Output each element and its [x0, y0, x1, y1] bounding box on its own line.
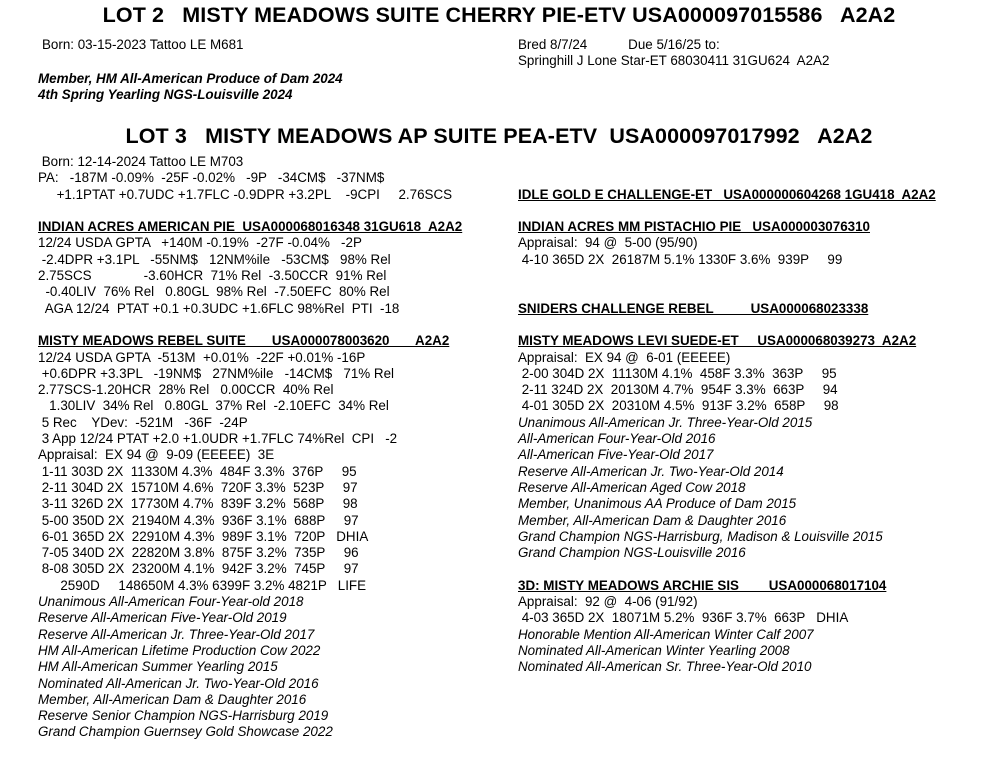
record-line: 2-11 324D 2X 20130M 4.7% 954F 3.3% 663P 94: [518, 382, 838, 398]
record-line: 5 Rec YDev: -521M -36F -24P: [38, 414, 248, 430]
record-line: 1.30LIV 34% Rel 0.80GL 37% Rel -2.10EFC 34% Rel: [38, 398, 389, 414]
lot3-title: LOT 3 MISTY MEADOWS AP SUITE PEA-ETV USA000097017992 A2A2: [125, 124, 873, 148]
record-line: 4-01 305D 2X 20310M 4.5% 913F 3.2% 658P 98: [518, 398, 839, 414]
record-line: AGA 12/24 PTAT +0.1 +0.3UDC +1.6FLC 98%Rel PTI -18: [38, 300, 400, 316]
honor-line: HM All-American Summer Yearling 2015: [38, 659, 278, 675]
honor-line: Nominated All-American Sr. Three-Year-Old 2010: [518, 659, 812, 675]
lot2-title: LOT 2 MISTY MEADOWS SUITE CHERRY PIE-ETV USA000097015586 A2A2: [102, 3, 896, 27]
animal-name-header: MISTY MEADOWS LEVI SUEDE-ET USA000068039273 A2A2: [518, 333, 917, 349]
lot2-bred: Bred 8/7/24 Due 5/16/25 to:: [518, 37, 720, 52]
honor-line: All-American Four-Year-Old 2016: [518, 431, 716, 447]
spacer: [518, 268, 988, 284]
record-line: 8-08 305D 2X 23200M 4.1% 942F 3.2% 745P 97: [38, 561, 359, 577]
lot2-honor: Member, HM All-American Produce of Dam 2024: [38, 71, 343, 86]
spacer: [518, 154, 988, 170]
honor-line: All-American Five-Year-Old 2017: [518, 447, 714, 463]
record-line: 12/24 USDA GPTA +140M -0.19% -27F -0.04% -2P: [38, 235, 362, 251]
record-line: 2-11 304D 2X 15710M 4.6% 720F 3.3% 523P 97: [38, 479, 358, 495]
record-line: Born: 12-14-2024 Tattoo LE M703: [38, 154, 244, 169]
record-line: +0.6DPR +3.3PL -19NM$ 27NM%ile -14CM$ 71% Rel: [38, 365, 394, 381]
record-line: +1.1PTAT +0.7UDC +1.7FLC -0.9DPR +3.2PL -9CPI 2.76SCS: [38, 186, 453, 202]
record-line: 3-11 326D 2X 17730M 4.7% 839F 3.2% 568P 98: [38, 496, 358, 512]
spacer: [518, 317, 988, 333]
honor-line: Reserve All-American Jr. Two-Year-Old 2014: [518, 463, 784, 479]
animal-name-header: IDLE GOLD E CHALLENGE-ET USA000000604268 1GU418 A2A2: [518, 186, 936, 202]
record-line: 4-10 365D 2X 26187M 5.1% 1330F 3.6% 939P 99: [518, 251, 843, 267]
honor-line: Grand Champion NGS-Harrisburg, Madison & Louisville 2015: [518, 528, 883, 544]
honor-line: Honorable Mention All-American Winter Calf 2007: [518, 626, 814, 642]
lot2-born: Born: 03-15-2023 Tattoo LE M681: [42, 37, 244, 52]
lot2-honor: 4th Spring Yearling NGS-Louisville 2024: [38, 87, 293, 102]
honor-line: Grand Champion Guernsey Gold Showcase 2022: [38, 724, 333, 740]
record-line: 3 App 12/24 PTAT +2.0 +1.0UDR +1.7FLC 74%Rel CPI -2: [38, 431, 398, 447]
animal-name-header: SNIDERS CHALLENGE REBEL USA000068023338: [518, 300, 869, 316]
record-line: 2.77SCS-1.20HCR 28% Rel 0.00CCR 40% Rel: [38, 382, 334, 398]
record-line: 2-00 304D 2X 11130M 4.1% 458F 3.3% 363P 95: [518, 365, 837, 381]
record-line: 4-03 365D 2X 18071M 5.2% 936F 3.7% 663P DHIA: [518, 610, 849, 626]
record-line: -0.40LIV 76% Rel 0.80GL 98% Rel -7.50EFC 80% Rel: [38, 284, 390, 300]
honor-line: Unanimous All-American Jr. Three-Year-Old 2015: [518, 414, 813, 430]
spacer: [518, 561, 988, 577]
honor-line: Reserve All-American Five-Year-Old 2019: [38, 610, 287, 626]
animal-name-header: 3D: MISTY MEADOWS ARCHIE SIS USA000068017104: [518, 577, 887, 593]
pedigree-dam-side: [38, 154, 513, 741]
spacer: [518, 203, 988, 219]
honor-line: Member, All-American Dam & Daughter 2016: [518, 512, 787, 528]
honor-line: Grand Champion NGS-Louisville 2016: [518, 545, 746, 561]
record-line: 2590D 148650M 4.3% 6399F 3.2% 4821P LIFE: [38, 577, 367, 593]
honor-line: HM All-American Lifetime Production Cow 2022: [38, 642, 321, 658]
honor-line: Member, Unanimous AA Produce of Dam 2015: [518, 496, 797, 512]
honor-line: Reserve All-American Jr. Three-Year-Old 2017: [38, 626, 315, 642]
record-line: PA: -187M -0.09% -25F -0.02% -9P -34CM$ -37NM$: [38, 170, 385, 186]
spacer: [38, 203, 513, 219]
record-line: 5-00 350D 2X 21940M 4.3% 936F 3.1% 688P 97: [38, 512, 359, 528]
spacer: [518, 170, 988, 186]
record-line: Appraisal: EX 94 @ 9-09 (EEEEE) 3E: [38, 447, 275, 463]
record-line: 12/24 USDA GPTA -513M +0.01% -22F +0.01% -16P: [38, 349, 366, 365]
record-line: 7-05 340D 2X 22820M 3.8% 875F 3.2% 735P 96: [38, 545, 359, 561]
record-line: 2.75SCS -3.60HCR 71% Rel -3.50CCR 91% Rel: [38, 268, 387, 284]
record-line: 1-11 303D 2X 11330M 4.3% 484F 3.3% 376P 95: [38, 463, 357, 479]
animal-name-header: MISTY MEADOWS REBEL SUITE USA000078003620 A2A2: [38, 333, 450, 349]
record-line: 6-01 365D 2X 22910M 4.3% 989F 3.1% 720P DHIA: [38, 528, 369, 544]
honor-line: Reserve All-American Aged Cow 2018: [518, 479, 746, 495]
record-line: Appraisal: EX 94 @ 6-01 (EEEEE): [518, 349, 731, 365]
spacer: [518, 284, 988, 300]
honor-line: Nominated All-American Jr. Two-Year-Old 2016: [38, 675, 319, 691]
animal-name-header: INDIAN ACRES MM PISTACHIO PIE USA000003076310: [518, 219, 870, 235]
record-line: Appraisal: 92 @ 4-06 (91/92): [518, 594, 698, 610]
lot2-service-sire: Springhill J Lone Star-ET 68030411 31GU624 A2A2: [518, 53, 830, 68]
pedigree-sire-side: [518, 154, 988, 676]
animal-name-header: INDIAN ACRES AMERICAN PIE USA000068016348 31GU618 A2A2: [38, 219, 463, 235]
record-line: -2.4DPR +3.1PL -55NM$ 12NM%ile -53CM$ 98% Rel: [38, 251, 391, 267]
honor-line: Unanimous All-American Four-Year-old 2018: [38, 594, 304, 610]
honor-line: Nominated All-American Winter Yearling 2008: [518, 642, 790, 658]
honor-line: Reserve Senior Champion NGS-Harrisburg 2019: [38, 708, 329, 724]
honor-line: Member, All-American Dam & Daughter 2016: [38, 691, 307, 707]
record-line: Appraisal: 94 @ 5-00 (95/90): [518, 235, 698, 251]
spacer: [38, 317, 513, 333]
